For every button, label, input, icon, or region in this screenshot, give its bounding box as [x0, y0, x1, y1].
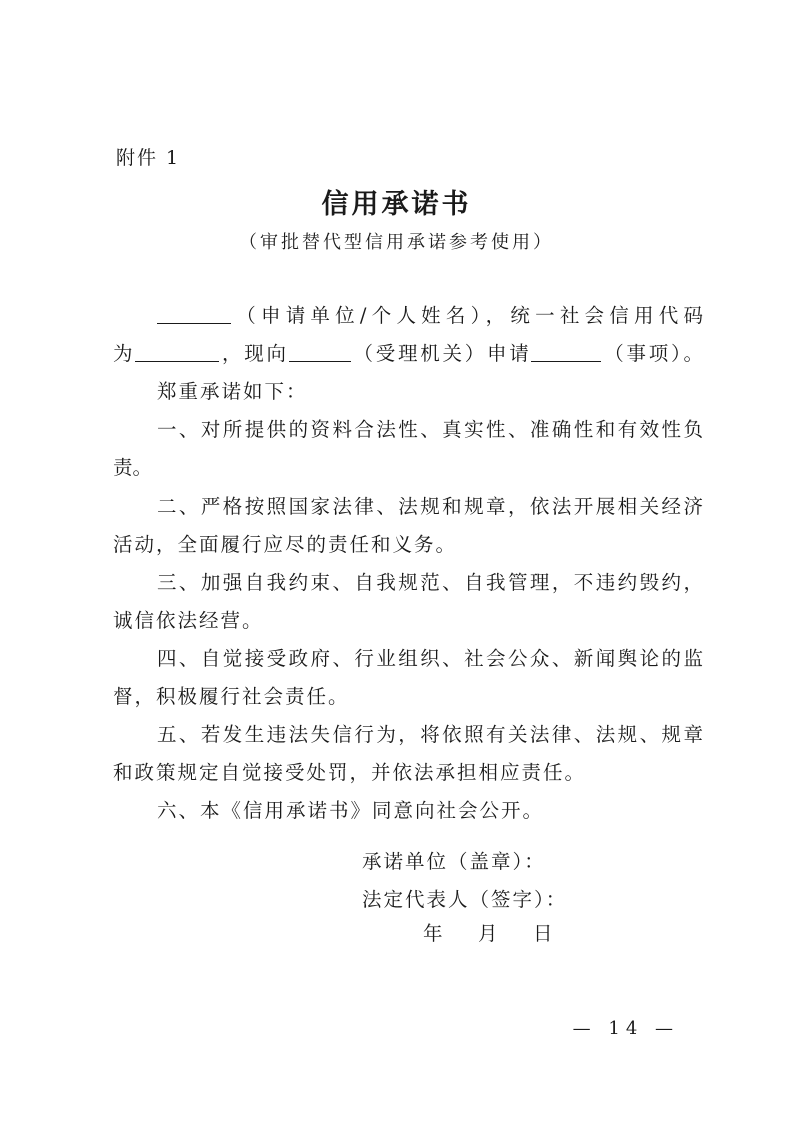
signature-unit: 承诺单位（盖章）：	[362, 850, 546, 873]
item-3-line-2: 诚信依法经营。	[113, 609, 264, 632]
date-year: 年	[423, 922, 445, 945]
intro-line-2-part4: （事项）。	[601, 342, 703, 365]
page-number: — 14 —	[572, 1018, 679, 1039]
item-4-line-2: 督，积极履行社会责任。	[113, 685, 350, 708]
item-1-line-2: 责。	[113, 456, 153, 479]
intro-line-2-part3: （受理机关）申请	[350, 342, 532, 365]
page-title: 信用承诺书	[321, 189, 472, 220]
intro-line-2-part2: ，现向	[219, 342, 289, 365]
intro-line-2-part1: 为	[113, 342, 136, 365]
matter-blank[interactable]	[531, 343, 601, 362]
credit-code-blank[interactable]	[135, 343, 219, 362]
page-subtitle: （审批替代型信用承诺参考使用）	[239, 232, 554, 253]
item-2-line-2: 活动，全面履行应尽的责任和义务。	[113, 533, 458, 556]
item-6-line-1: 六、本《信用承诺书》同意向社会公开。	[157, 799, 545, 822]
item-1-line-1: 一、对所提供的资料合法性、真实性、准确性和有效性负	[157, 418, 703, 441]
signature-representative: 法定代表人（签字）：	[362, 888, 568, 911]
intro-line-1-text: （申请单位/个人姓名），统一社会信用代码	[231, 304, 703, 327]
date-day: 日	[533, 922, 555, 945]
applicant-name-blank[interactable]	[157, 305, 231, 324]
item-5-line-1: 五、若发生违法失信行为，将依照有关法律、法规、规章	[157, 723, 703, 746]
date-month: 月	[478, 922, 500, 945]
item-2-line-1: 二、严格按照国家法律、法规和规章，依法开展相关经济	[157, 495, 703, 518]
lead-text: 郑重承诺如下：	[157, 380, 308, 403]
attachment-label: 附件 1	[116, 147, 181, 169]
intro-line-2	[113, 338, 703, 366]
item-5-line-2: 和政策规定自觉接受处罚，并依法承担相应责任。	[113, 761, 587, 784]
intro-line-1	[113, 300, 703, 328]
item-3-line-1: 三、加强自我约束、自我规范、自我管理，不违约毁约，	[157, 571, 703, 594]
authority-blank[interactable]	[289, 343, 351, 362]
item-4-line-1: 四、自觉接受政府、行业组织、社会公众、新闻舆论的监	[157, 647, 703, 670]
